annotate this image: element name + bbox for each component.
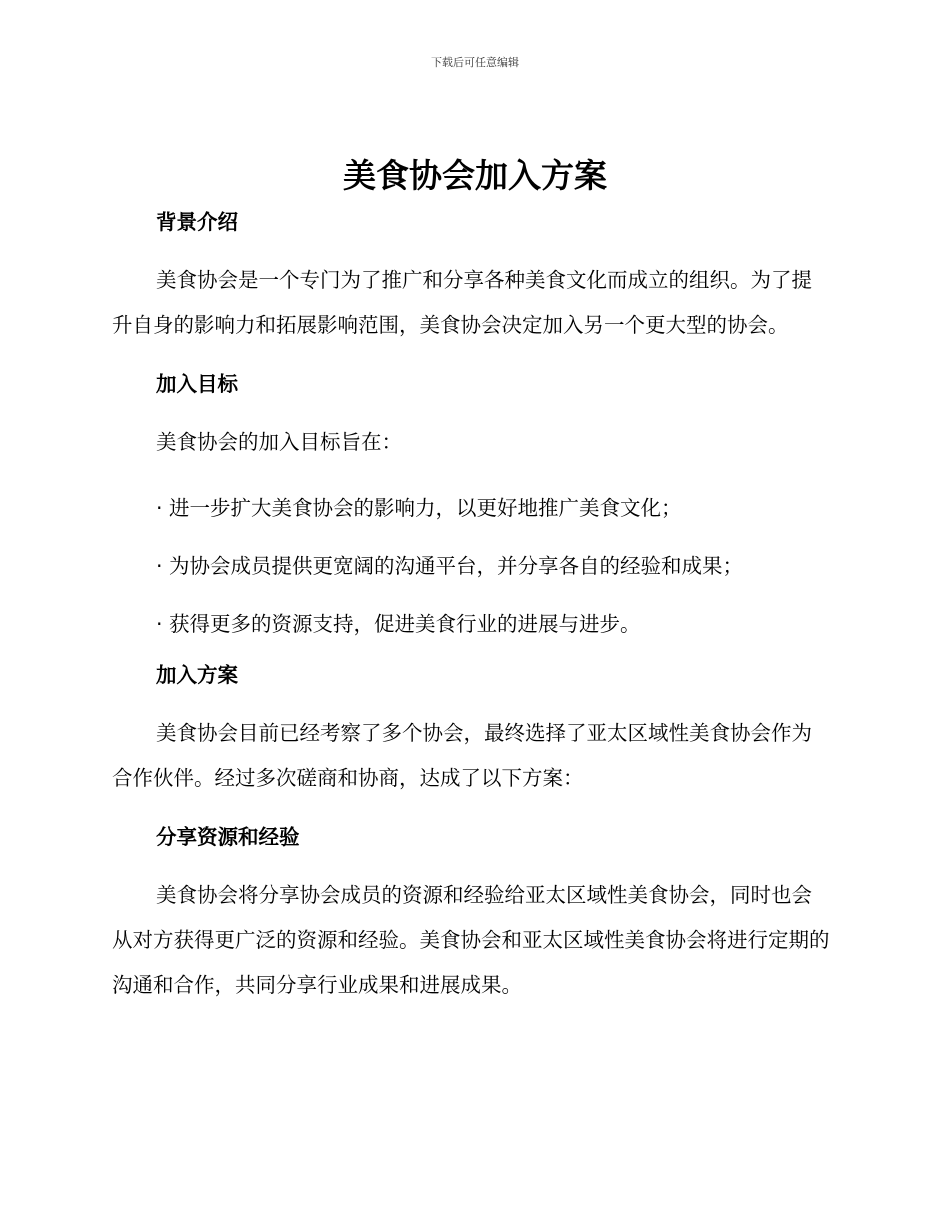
goal-bullet-text: 为协会成员提供更宽阔的沟通平台，并分享各自的经验和成果； — [169, 554, 743, 578]
goal-bullet-text: 进一步扩大美食协会的影响力，以更好地推广美食文化； — [169, 496, 682, 520]
bullet-dot-icon: · — [156, 612, 163, 636]
goals-intro: 美食协会的加入目标旨在： — [156, 430, 402, 454]
section-heading-background: 背景介绍 — [156, 210, 238, 234]
goal-bullet-item — [112, 479, 832, 537]
plan-paragraph: 美食协会目前已经考察了多个协会，最终选择了亚太区域性美食协会作为合作伙伴。经过多次磋商和协商，达成了以下方案： — [112, 721, 812, 790]
section-heading-goals: 加入目标 — [156, 372, 238, 396]
section-heading-sharing: 分享资源和经验 — [156, 825, 300, 849]
bullet-dot-icon: · — [156, 554, 163, 578]
section-sharing — [112, 815, 832, 1008]
document-body — [112, 200, 832, 1022]
section-goals — [112, 362, 832, 653]
sharing-paragraph: 美食协会将分享协会成员的资源和经验给亚太区域性美食协会，同时也会从对方获得更广泛的资源和经验。美食协会和亚太区域性美食协会将进行定期的沟通和合作，共同分享行业成果和进展成果。 — [112, 883, 830, 997]
goal-bullet-item — [112, 537, 832, 595]
section-heading-plan: 加入方案 — [156, 663, 238, 687]
background-paragraph: 美食协会是一个专门为了推广和分享各种美食文化而成立的组织。为了提升自身的影响力和拓展影响范围，美食协会决定加入另一个更大型的协会。 — [112, 268, 812, 337]
header-note: 下载后可任意编辑 — [431, 56, 519, 69]
document-title: 美食协会加入方案 — [343, 156, 607, 195]
section-plan — [112, 653, 832, 801]
goal-bullet-item — [112, 595, 832, 653]
goal-bullet-text: 获得更多的资源支持，促进美食行业的进展与进步。 — [169, 612, 641, 636]
section-background — [112, 200, 832, 348]
bullet-dot-icon: · — [156, 496, 163, 520]
